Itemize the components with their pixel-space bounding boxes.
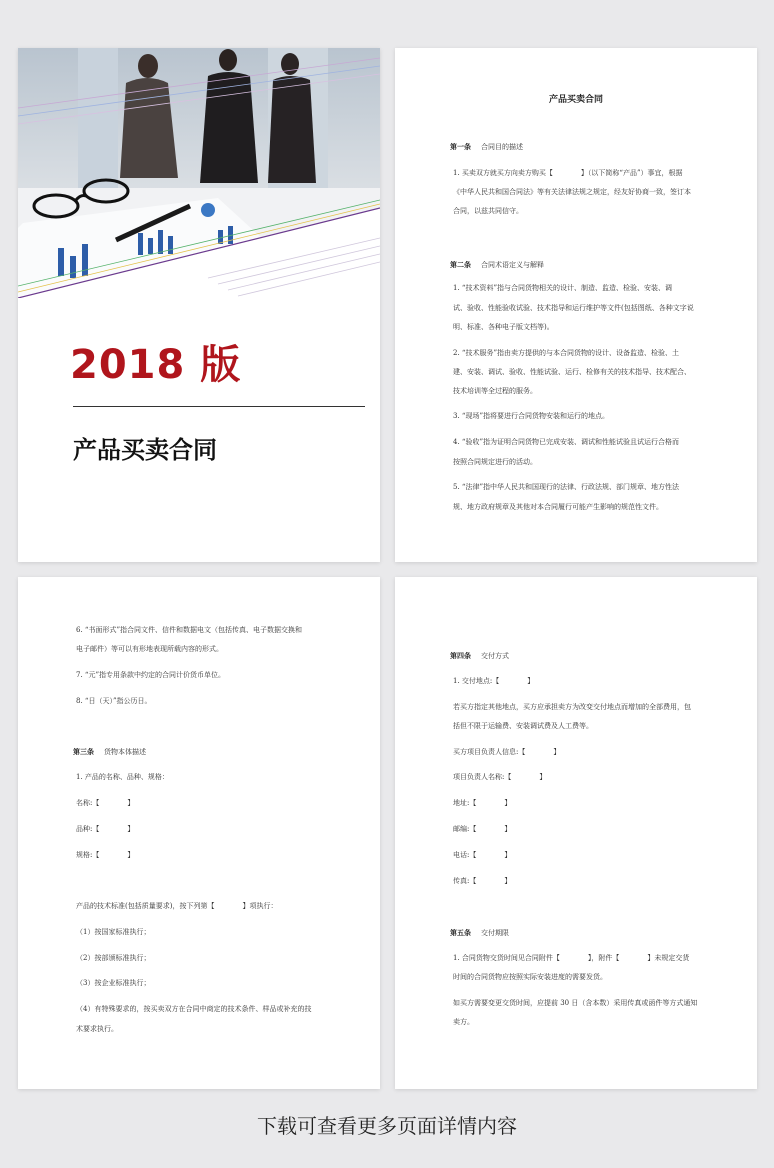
text-line: 括但不限于运输费、安装调试费及人工费等。 bbox=[453, 722, 593, 730]
text-line: 电子邮件）等可以有形地表现所载内容的形式。 bbox=[76, 645, 223, 653]
text-line: 1. “技术资料”指与合同货物相关的设计、制造、监造、检验、安装、调 bbox=[453, 284, 673, 292]
text-line: 若买方指定其他地点，买方应承担卖方为改变交付地点而增加的全部费用，包 bbox=[453, 703, 691, 711]
download-prompt: 下载可查看更多页面详情内容 bbox=[257, 1114, 517, 1138]
text-line: 1. 合同货物交货时间见合同附件【 】，附件【 】未规定交货 bbox=[453, 954, 690, 962]
text-line: 合同，以兹共同信守。 bbox=[453, 207, 523, 215]
edition-label: 2018 版 bbox=[70, 342, 242, 388]
contract-page-1 bbox=[395, 48, 757, 562]
text-line: 试、验收、性能验收试验、技术指导和运行维护等文件(包括图纸、各种文字说 bbox=[453, 304, 694, 312]
cover-page bbox=[18, 48, 380, 562]
field-line: 邮编:【 】 bbox=[453, 825, 512, 833]
text-line: 卖方。 bbox=[453, 1018, 474, 1026]
text-line: 建、安装、调试、验收、性能试验、运行、检修有关的技术指导、技术配合、 bbox=[453, 368, 691, 376]
field-line: 传真:【 】 bbox=[453, 877, 512, 885]
text-line: 《中华人民共和国合同法》等有关法律法规之规定，经友好协商一致，签订本 bbox=[453, 188, 691, 196]
cover-photo bbox=[18, 48, 380, 298]
text-line: 时间的合同货物应按照实际安装进度的需要发货。 bbox=[453, 973, 607, 981]
text-line: 7. “元”指专用条款中约定的合同计价货币单位。 bbox=[76, 671, 226, 679]
text-line: （3）按企业标准执行； bbox=[76, 979, 151, 987]
article-heading: 第四条 交付方式 bbox=[450, 651, 509, 660]
contract-page-3 bbox=[395, 577, 757, 1089]
text-line: 规、地方政府规章及其他对本合同履行可能产生影响的规范性文件。 bbox=[453, 503, 663, 511]
text-line: 1. 产品的名称、品种、规格： bbox=[76, 773, 169, 781]
field-line: 地址:【 】 bbox=[453, 799, 512, 807]
text-line: 8. “日（天）”指公历日。 bbox=[76, 697, 152, 705]
text-line: 5. “法律”指中华人民共和国现行的法律、行政法规、部门规章、地方性法 bbox=[453, 483, 680, 491]
document-title: 产品买卖合同 bbox=[548, 95, 603, 105]
article-heading: 第一条 合同目的描述 bbox=[450, 142, 523, 151]
text-line: 按照合同规定进行的活动。 bbox=[453, 458, 537, 466]
text-line: 6. “书面形式”指合同文件、信件和数据电文（包括传真、电子数据交换和 bbox=[76, 626, 303, 634]
field-line: 电话:【 】 bbox=[453, 851, 512, 859]
article-heading: 第五条 交付期限 bbox=[450, 928, 509, 937]
field-line: 品种:【 】 bbox=[76, 825, 135, 833]
field-line: 规格:【 】 bbox=[76, 851, 135, 859]
text-line: 术要求执行。 bbox=[76, 1025, 118, 1033]
text-line: 2. “技术服务”指由卖方提供的与本合同货物的设计、设备监造、检验、土 bbox=[453, 349, 680, 357]
text-line: 明、标准、各种电子版文档等)。 bbox=[453, 323, 554, 331]
text-line: 技术培训等全过程的服务。 bbox=[453, 387, 537, 395]
cover-title: 产品买卖合同 bbox=[73, 436, 217, 464]
contract-page-2 bbox=[18, 577, 380, 1089]
text-line: 1. 买卖双方就买方向卖方购买【 】（以下简称“产品”）事宜，根据 bbox=[453, 169, 683, 177]
article-heading: 第二条 合同术语定义与解释 bbox=[450, 260, 544, 269]
text-line: 3. “现场”指将要进行合同货物安装和运行的地点。 bbox=[453, 412, 610, 420]
text-line: 如买方需要变更交货时间，应提前 30 日（含本数）采用传真或函件等方式通知 bbox=[453, 999, 698, 1007]
title-divider bbox=[73, 406, 365, 407]
text-line: （4）有特殊要求的，按买卖双方在合同中商定的技术条件、样品或补充的技 bbox=[76, 1005, 312, 1013]
field-line: 名称:【 】 bbox=[76, 799, 135, 807]
text-line: （1）按国家标准执行； bbox=[76, 928, 151, 936]
text-line: 产品的技术标准(包括质量要求)，按下列第【 】项执行： bbox=[76, 902, 278, 910]
field-line: 1. 交付地点:【 】 bbox=[453, 677, 535, 685]
field-line: 买方项目负责人信息:【 】 bbox=[453, 748, 561, 756]
text-line: （2）按部颁标准执行； bbox=[76, 954, 151, 962]
text-line: 4. “验收”指为证明合同货物已完成安装、调试和性能试验且试运行合格而 bbox=[453, 438, 680, 446]
article-heading: 第三条 货物本体描述 bbox=[73, 747, 146, 756]
field-line: 项目负责人名称:【 】 bbox=[453, 773, 547, 781]
